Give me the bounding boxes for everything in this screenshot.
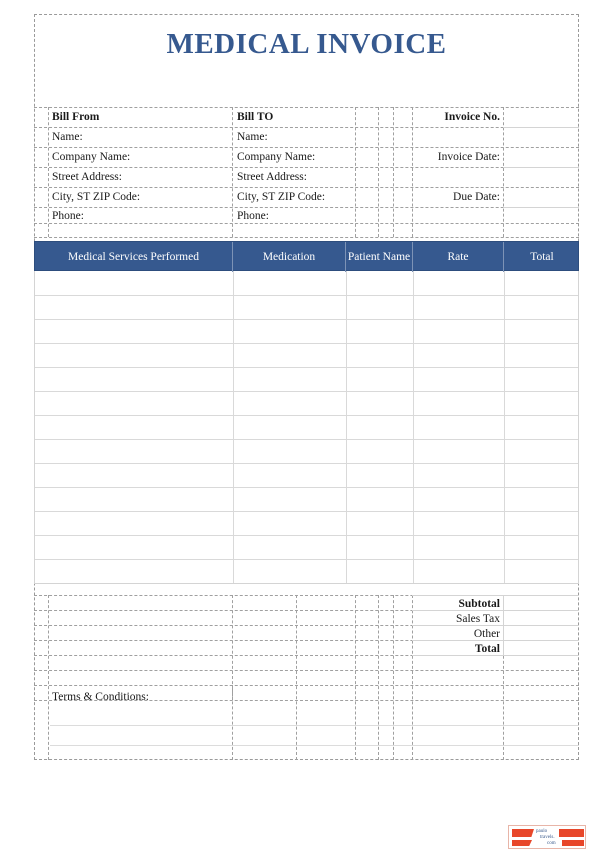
table-cell[interactable]	[35, 344, 233, 368]
table-row[interactable]	[35, 319, 578, 343]
bill-to-city-label: City, ST ZIP Code:	[237, 191, 326, 203]
column-header-rate: Rate	[413, 242, 504, 272]
column-header-patient-name: Patient Name	[346, 242, 413, 272]
grid-vline	[393, 595, 394, 760]
table-cell[interactable]	[233, 368, 346, 392]
logo-text-line2: travels.	[540, 835, 555, 840]
table-cell[interactable]	[413, 560, 504, 584]
table-cell[interactable]	[233, 344, 346, 368]
logo-bar-left-top	[512, 829, 534, 837]
meta-value-underline	[503, 167, 579, 168]
grid-hline	[34, 670, 579, 671]
totals-label-other: Other	[473, 628, 500, 640]
table-cell[interactable]	[346, 440, 413, 464]
grid-hline	[34, 685, 579, 686]
grid-hline	[34, 207, 579, 208]
meta-value-underline	[503, 207, 579, 208]
grid-hline	[34, 147, 579, 148]
table-cell[interactable]	[35, 440, 233, 464]
table-cell[interactable]	[233, 271, 346, 295]
table-cell[interactable]	[413, 488, 504, 512]
terms-label: Terms & Conditions:	[52, 691, 149, 703]
table-cell[interactable]	[504, 416, 580, 440]
table-cell[interactable]	[233, 416, 346, 440]
bill-from-name-label: Name:	[52, 131, 83, 143]
due-date-label: Due Date:	[453, 191, 500, 203]
logo-bar-right-top	[559, 829, 584, 837]
terms-writing-line	[50, 745, 579, 746]
invoice-no-label: Invoice No.	[444, 111, 500, 123]
table-row[interactable]	[35, 487, 578, 511]
table-cell[interactable]	[504, 440, 580, 464]
table-cell[interactable]	[413, 320, 504, 344]
grid-vline	[232, 595, 233, 760]
bill-from-street-label: Street Address:	[52, 171, 122, 183]
totals-label-total: Total	[474, 643, 500, 655]
table-cell[interactable]	[413, 536, 504, 560]
table-cell[interactable]	[346, 368, 413, 392]
grid-vline	[393, 107, 394, 237]
bill-to-company-label: Company Name:	[237, 151, 316, 163]
page-title: MEDICAL INVOICE	[166, 28, 447, 60]
table-cell[interactable]	[504, 392, 580, 416]
table-cell[interactable]	[233, 536, 346, 560]
grid-hline	[34, 127, 579, 128]
bill-from-city-label: City, ST ZIP Code:	[52, 191, 141, 203]
grid-vline	[48, 595, 49, 760]
table-cell[interactable]	[504, 296, 580, 320]
bill-from-company-label: Company Name:	[52, 151, 131, 163]
logo-bar-right-bottom	[562, 840, 584, 846]
table-cell[interactable]	[233, 488, 346, 512]
table-row[interactable]	[35, 511, 578, 535]
table-cell[interactable]	[413, 512, 504, 536]
table-cell[interactable]	[233, 464, 346, 488]
table-row[interactable]	[35, 343, 578, 367]
table-cell[interactable]	[35, 512, 233, 536]
table-cell[interactable]	[35, 536, 233, 560]
grid-hline	[34, 237, 579, 238]
terms-writing-line	[50, 725, 579, 726]
grid-hline	[34, 187, 579, 188]
table-cell[interactable]	[346, 560, 413, 584]
table-cell[interactable]	[413, 368, 504, 392]
grid-vline	[232, 685, 233, 700]
table-cell[interactable]	[413, 296, 504, 320]
table-cell[interactable]	[504, 464, 580, 488]
logo-bar-left-bottom	[512, 840, 532, 846]
table-cell[interactable]	[35, 488, 233, 512]
table-cell[interactable]	[504, 488, 580, 512]
table-cell[interactable]	[233, 320, 346, 344]
bill-to-heading: Bill TO	[237, 111, 274, 123]
table-cell[interactable]	[346, 271, 413, 295]
table-cell[interactable]	[346, 416, 413, 440]
table-cell[interactable]	[346, 296, 413, 320]
grid-hline	[34, 107, 579, 108]
table-cell[interactable]	[233, 296, 346, 320]
table-cell[interactable]	[35, 296, 233, 320]
grid-vline	[412, 107, 413, 237]
totals-label-subtotal: Subtotal	[458, 598, 500, 610]
column-header-medication: Medication	[233, 242, 346, 272]
table-cell[interactable]	[413, 416, 504, 440]
table-row[interactable]	[35, 535, 578, 559]
table-cell[interactable]	[35, 416, 233, 440]
table-cell[interactable]	[35, 464, 233, 488]
table-cell[interactable]	[346, 488, 413, 512]
grid-hline	[34, 223, 579, 224]
items-table	[34, 241, 579, 584]
table-cell[interactable]	[504, 271, 580, 295]
bill-from-phone-label: Phone:	[52, 210, 84, 222]
table-row[interactable]	[35, 463, 578, 487]
table-cell[interactable]	[413, 440, 504, 464]
table-cell[interactable]	[346, 392, 413, 416]
table-cell[interactable]	[413, 464, 504, 488]
table-cell[interactable]	[413, 392, 504, 416]
column-header-total: Total	[530, 250, 554, 263]
table-row[interactable]	[35, 415, 578, 439]
grid-vline	[355, 595, 356, 760]
table-cell[interactable]	[35, 560, 233, 584]
table-cell[interactable]	[35, 392, 233, 416]
totals-value-rule	[503, 595, 504, 655]
table-cell[interactable]	[233, 560, 346, 584]
table-cell[interactable]	[233, 440, 346, 464]
table-cell[interactable]	[504, 344, 580, 368]
logo-text-line1: paulo	[536, 829, 548, 834]
table-row[interactable]	[35, 271, 578, 295]
table-cell[interactable]	[504, 536, 580, 560]
table-cell[interactable]	[35, 320, 233, 344]
table-row[interactable]	[35, 295, 578, 319]
items-table-header-row	[34, 241, 579, 271]
table-cell[interactable]	[35, 368, 233, 392]
table-row[interactable]	[35, 559, 578, 583]
table-cell[interactable]	[346, 344, 413, 368]
table-cell[interactable]	[504, 320, 580, 344]
bill-to-street-label: Street Address:	[237, 171, 307, 183]
table-cell[interactable]	[504, 512, 580, 536]
invoice-date-label: Invoice Date:	[437, 151, 500, 163]
table-cell[interactable]	[504, 560, 580, 584]
paulo-travels-logo	[508, 825, 586, 849]
table-cell[interactable]	[413, 344, 504, 368]
table-cell[interactable]	[346, 512, 413, 536]
totals-value-rule	[412, 595, 579, 596]
table-cell[interactable]	[233, 512, 346, 536]
grid-vline	[378, 107, 379, 237]
column-header-services: Medical Services Performed	[35, 242, 233, 272]
totals-label-sales-tax: Sales Tax	[455, 613, 500, 625]
grid-vline	[48, 107, 49, 237]
grid-vline	[355, 107, 356, 237]
logo-text-line3: com	[547, 841, 556, 846]
table-cell[interactable]	[346, 536, 413, 560]
meta-value-underline	[503, 127, 579, 128]
grid-vline	[378, 595, 379, 760]
table-cell[interactable]	[504, 368, 580, 392]
items-table-body	[34, 271, 579, 584]
table-row[interactable]	[35, 391, 578, 415]
table-cell[interactable]	[35, 271, 233, 295]
table-row[interactable]	[35, 439, 578, 463]
grid-vline	[296, 595, 297, 760]
invoice-sheet	[34, 14, 579, 760]
grid-hline	[34, 167, 579, 168]
table-cell[interactable]	[346, 464, 413, 488]
table-row[interactable]	[35, 367, 578, 391]
table-cell[interactable]	[233, 392, 346, 416]
bill-from-heading: Bill From	[52, 111, 100, 123]
grid-vline	[232, 107, 233, 237]
table-cell[interactable]	[413, 271, 504, 295]
bill-to-name-label: Name:	[237, 131, 268, 143]
bill-to-phone-label: Phone:	[237, 210, 269, 222]
table-cell[interactable]	[346, 320, 413, 344]
